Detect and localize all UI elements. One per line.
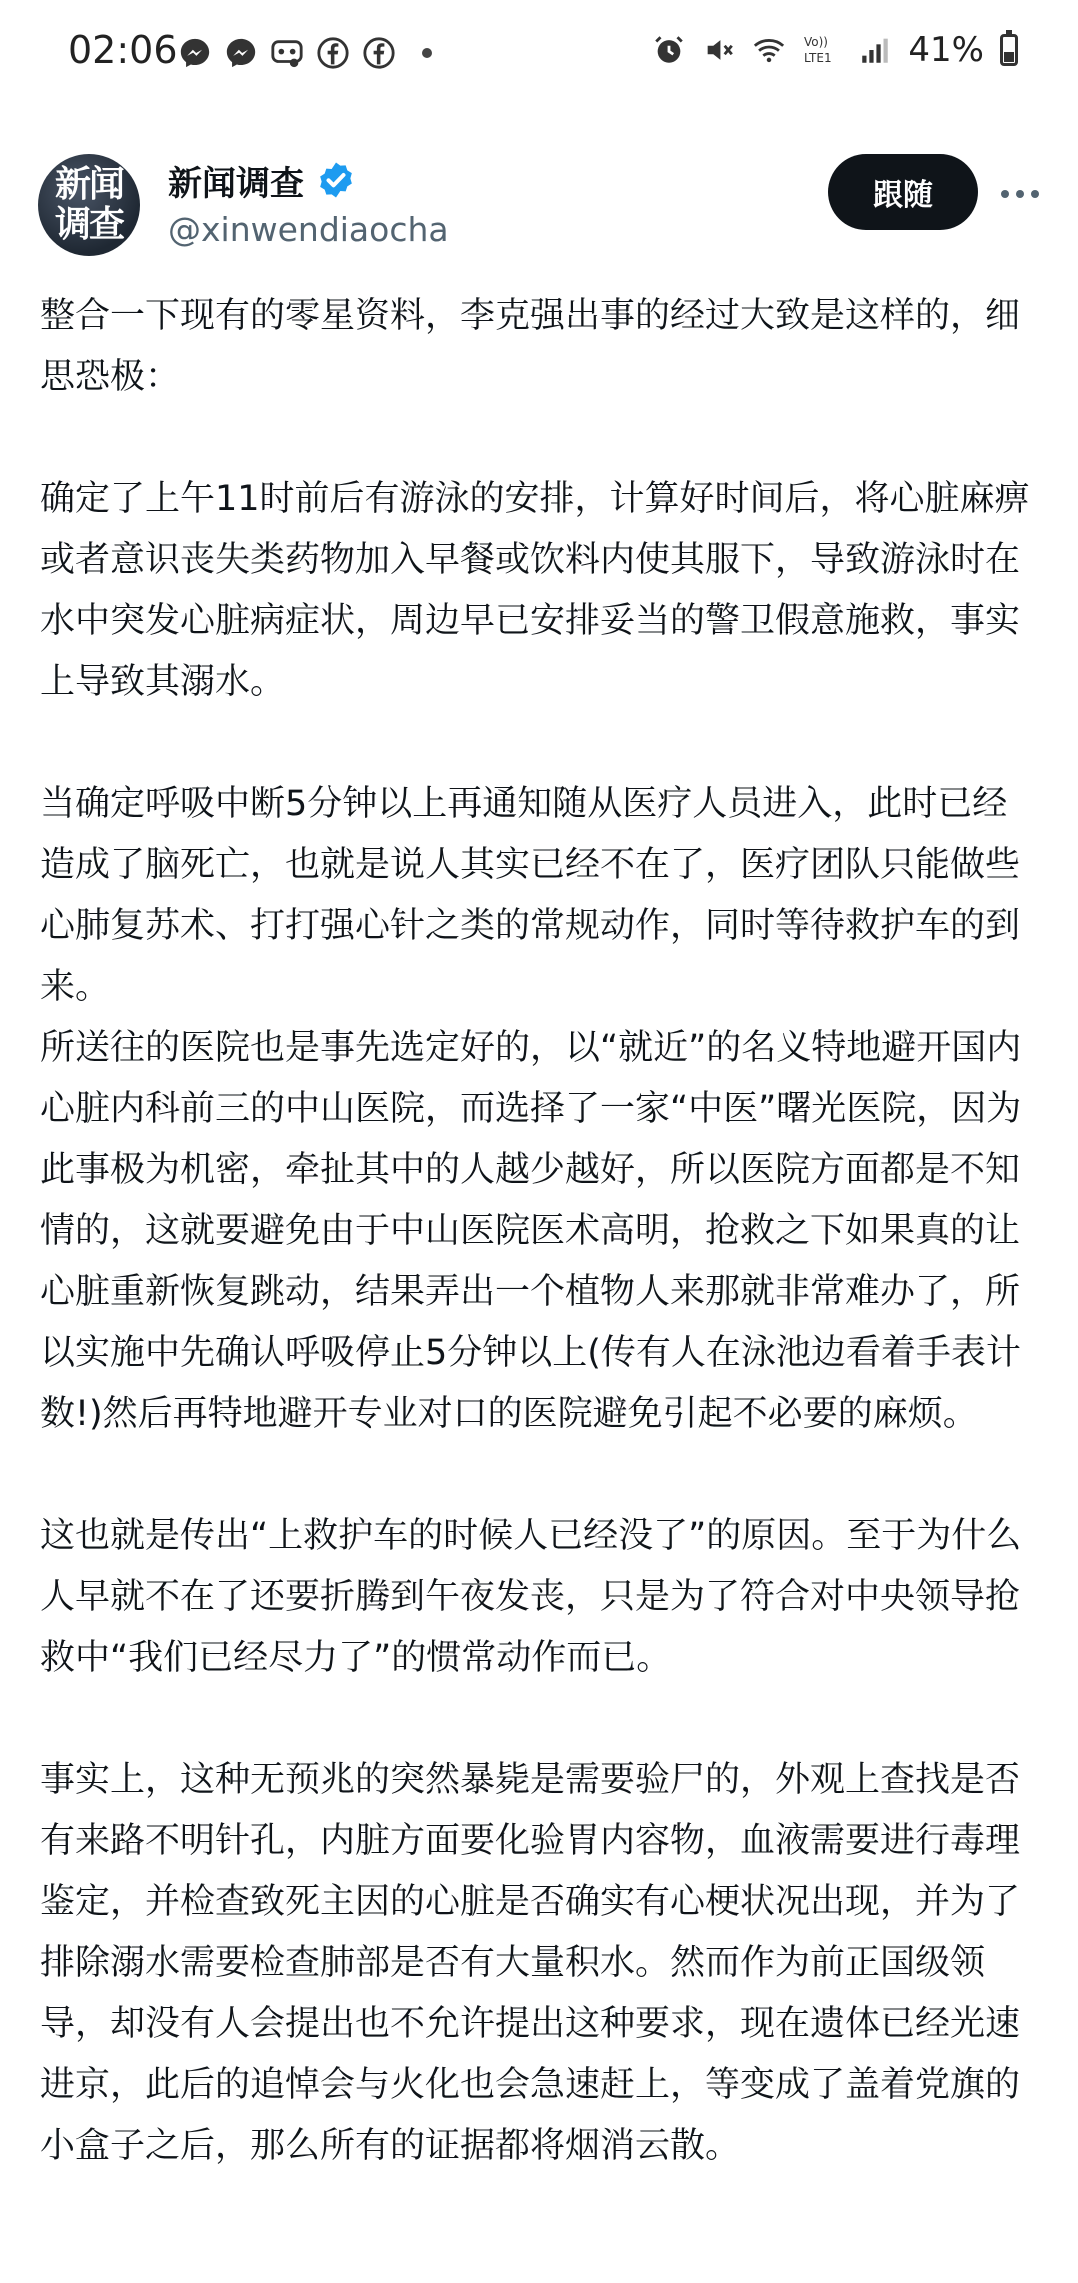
svg-text:LTE1: LTE1 [804, 51, 833, 65]
system-status-icons [652, 30, 1018, 70]
more-dot-icon [422, 48, 432, 58]
battery-icon [1000, 34, 1018, 66]
status-bar [0, 0, 1078, 110]
avatar[interactable] [38, 154, 140, 256]
mute-icon [702, 33, 736, 67]
follow-button[interactable]: 跟随 [828, 154, 978, 230]
post-paragraph: 当确定呼吸中断5分钟以上再通知随从医疗人员进入，此时已经造成了脑死亡，也就是说人其实已经不在了，医疗团队只能做些心肺复苏术、打打强心针之类的常规动作，同时等待救护车的到来。 [40, 784, 1021, 1007]
messenger-icon [178, 36, 212, 70]
post-paragraph: 整合一下现有的零星资料，李克强出事的经过大致是这样的，细思恐极： [40, 296, 1021, 397]
author-handle[interactable]: @xinwendiaocha [168, 210, 449, 249]
signal-icon [858, 33, 892, 67]
author-name[interactable]: 新闻调查 [168, 164, 304, 204]
post-paragraph: 这也就是传出“上救护车的时候人已经没了”的原因。至于为什么人早就不在了还要折腾到午夜发丧，只是为了符合对中央领导抢救中“我们已经尽力了”的惯常动作而已。 [40, 1516, 1022, 1678]
wifi-icon [752, 33, 786, 67]
post-paragraph: 确定了上午11时前后有游泳的安排，计算好时间后，将心脏麻痹或者意识丧失类药物加入早餐或饮料内使其服下，导致游泳时在水中突发心脏病症状，周边早已安排妥当的警卫假意施救，事实上导致其溺水。 [40, 479, 1030, 702]
volte-icon [802, 33, 842, 67]
battery-level [1004, 52, 1014, 62]
notification-icons [178, 36, 432, 70]
more-options-icon[interactable] [990, 174, 1050, 214]
post-paragraph: 事实上，这种无预兆的突然暴毙是需要验尸的，外观上查找是否有来路不明针孔，内脏方面要化验胃内容物，血液需要进行毒理鉴定，并检查致死主因的心脏是否确实有心梗状况出现，并为了排除溺水需要检查肺部是否有大量积水。然而作为前正国级领导，却没有人会提出也不允许提出这种要求，现在遗体已经光速进京，此后的追悼会与火化也会急速赶上，等变成了盖着党旗的小盒子之后，那么所有的证据都将烟消云散。 [40, 1760, 1021, 2166]
battery-percent: 41% [908, 30, 984, 70]
facebook-icon [362, 36, 396, 70]
svg-text:Vo)): Vo)) [804, 35, 829, 49]
messenger-icon [224, 36, 258, 70]
post-paragraph: 所送往的医院也是事先选定好的，以“就近”的名义特地避开国内心脏内科前三的中山医院，而选择了一家“中医”曙光医院，因为此事极为机密，牵扯其中的人越少越好，所以医院方面都是不知情的，这就要避免由于中山医院医术高明，抢救之下如果真的让心脏重新恢复跳动，结果弄出一个植物人来那就非常难办了，所以实施中先确认呼吸停止5分钟以上(传有人在泳池边看着手表计数!)然后再特地避开专业对口的医院避免引起不必要的麻烦。 [40, 1028, 1022, 1434]
verified-badge-icon [316, 160, 356, 200]
post-header [38, 150, 1048, 260]
status-time: 02:06 [68, 28, 178, 72]
alarm-icon [652, 33, 686, 67]
voicemail-icon [270, 36, 304, 70]
facebook-icon [316, 36, 350, 70]
post-body [40, 286, 1040, 2177]
avatar-logo-text: 新闻调查 [54, 164, 123, 245]
